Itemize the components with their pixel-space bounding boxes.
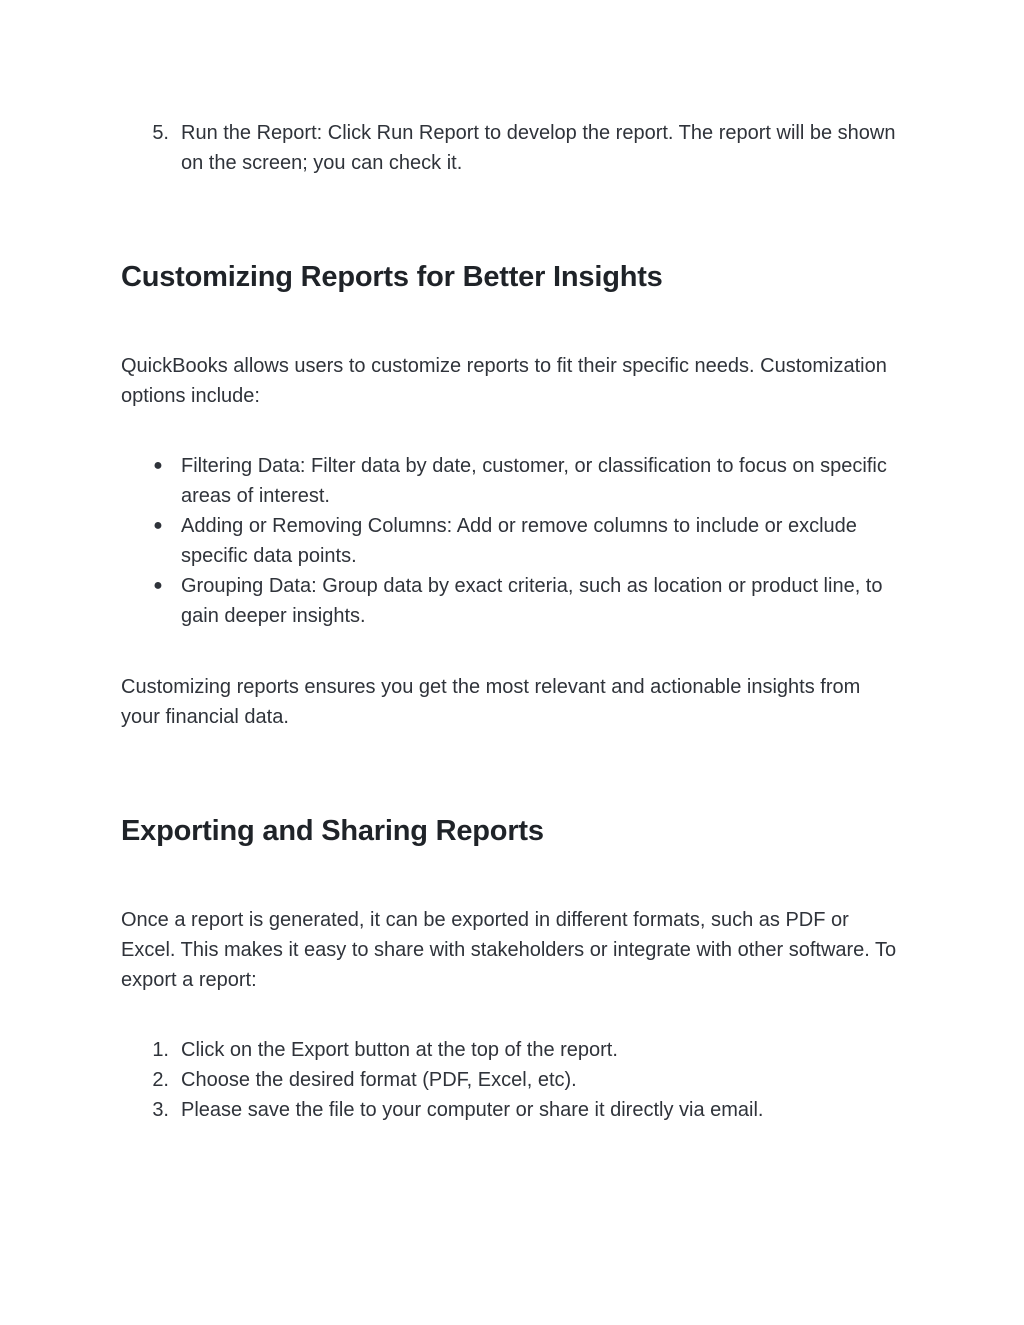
- list-item-text: Click on the Export button at the top of the report.: [181, 1039, 618, 1061]
- section-heading-exporting: Exporting and Sharing Reports: [121, 815, 544, 847]
- list-number: 2.: [152, 1069, 169, 1091]
- bullet-icon: ●: [153, 577, 163, 594]
- list-number: 1.: [152, 1039, 169, 1061]
- section2-intro-paragraph: Once a report is generated, it can be exported in different formats, such as PDF or Excel. This makes it easy to share with stakeholders or integrate with other software. To export a report:: [121, 909, 897, 991]
- list-item-text: Choose the desired format (PDF, Excel, etc).: [181, 1069, 577, 1091]
- list-item: [121, 1035, 901, 1065]
- section-heading-customizing: Customizing Reports for Better Insights: [121, 261, 663, 293]
- bullet-item-text: Adding or Removing Columns: Add or remove columns to include or exclude specific data points.: [181, 515, 857, 567]
- list-number: 3.: [152, 1099, 169, 1121]
- bullet-item: [121, 511, 901, 571]
- list-item: [121, 1095, 901, 1125]
- section1-outro-paragraph: Customizing reports ensures you get the most relevant and actionable insights from your financial data.: [121, 676, 861, 728]
- bullet-icon: ●: [153, 457, 163, 474]
- bullet-item: [121, 451, 901, 511]
- section1-intro-paragraph: QuickBooks allows users to customize reports to fit their specific needs. Customization options include:: [121, 355, 887, 407]
- list-item-text: Please save the file to your computer or share it directly via email.: [181, 1099, 764, 1121]
- bullet-item-text: Filtering Data: Filter data by date, customer, or classification to focus on specific areas of interest.: [181, 455, 887, 507]
- bullet-item-text: Grouping Data: Group data by exact criteria, such as location or product line, to gain deeper insights.: [181, 575, 883, 627]
- list-item: [121, 1065, 901, 1095]
- list-item: [121, 118, 901, 178]
- bullet-item: [121, 571, 901, 631]
- list-item-text: Run the Report: Click Run Report to develop the report. The report will be shown on the screen; you can check it.: [181, 122, 896, 174]
- list-number: 5.: [152, 122, 169, 144]
- bullet-icon: ●: [153, 517, 163, 534]
